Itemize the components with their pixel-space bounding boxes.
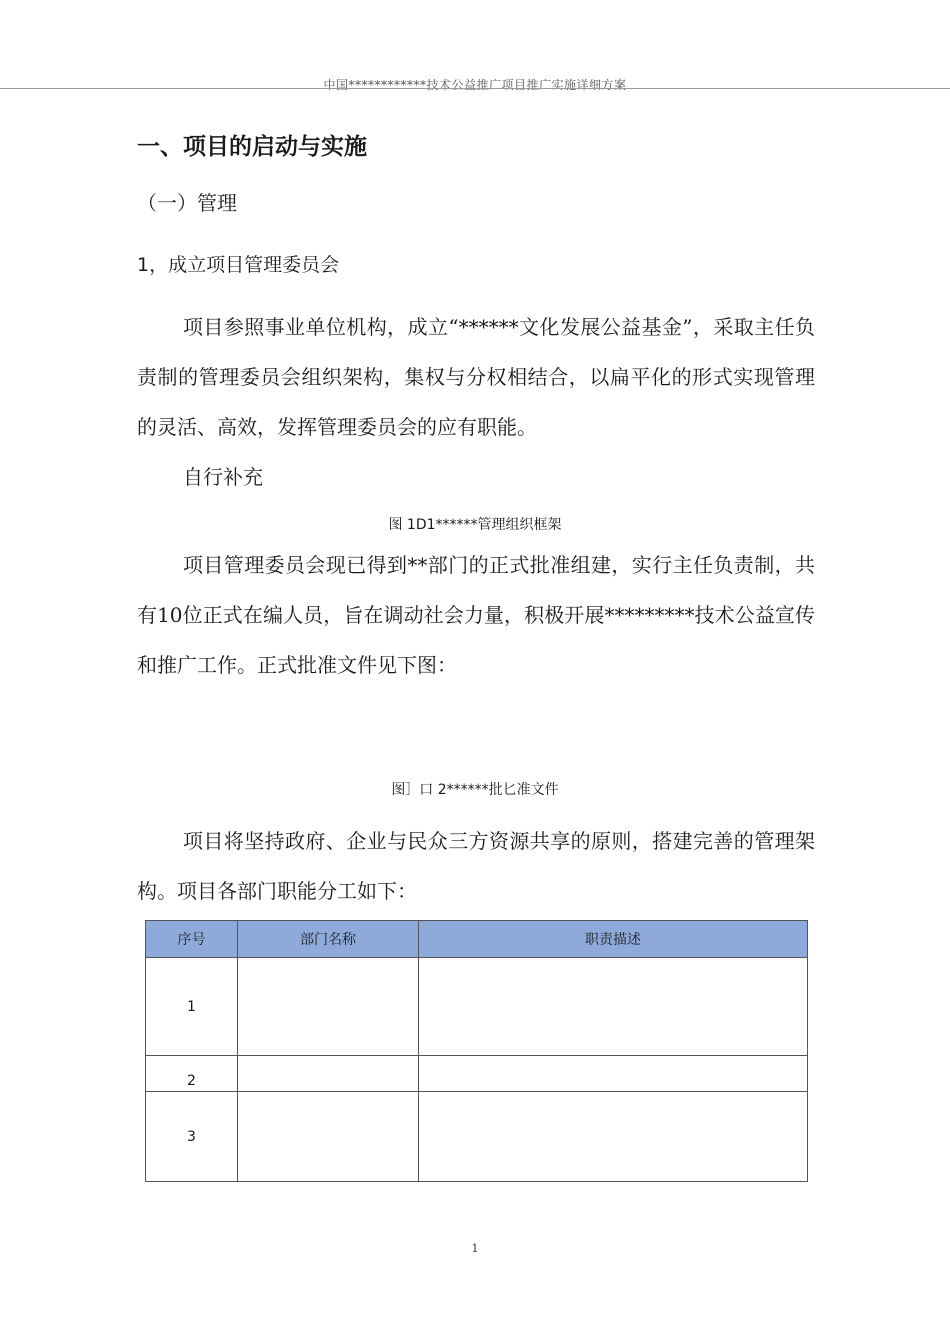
header-cell-department: 部门名称 bbox=[238, 921, 419, 958]
header-cell-description: 职责描述 bbox=[419, 921, 808, 958]
item-heading: 1，成立项目管理委员会 bbox=[137, 254, 340, 276]
figure-caption-1: 图 1D1******管理组织框架 bbox=[388, 517, 562, 533]
paragraph-organization: 项目参照事业单位机构，成立“******文化发展公益基金”，采取主任负责制的管理委员会组织架构，集权与分权相结合，以扁平化的形式实现管理的灵活、高效，发挥管理委员会的应有职能。 bbox=[137, 315, 815, 439]
page-header: 中国************技术公益推广项目推广实施详细方案 bbox=[323, 78, 627, 92]
table-row bbox=[146, 1092, 808, 1182]
subsection-heading: （一）管理 bbox=[137, 191, 237, 215]
cell-department bbox=[238, 1056, 419, 1092]
cell-number-text: 2 bbox=[187, 1073, 196, 1089]
table-header-row bbox=[146, 921, 808, 958]
header-divider bbox=[0, 88, 950, 89]
department-duty-table bbox=[145, 920, 808, 1182]
section-heading: 一、项目的启动与实施 bbox=[137, 134, 367, 160]
paragraph-approval: 项目管理委员会现已得到**部门的正式批准组建，实行主任负责制，共有10位正式在编人员，旨在调动社会力量，积极开展*********技术公益宣传和推广工作。正式批准文件见下图： bbox=[137, 553, 815, 677]
cell-description bbox=[419, 1056, 808, 1092]
page-number: 1 bbox=[471, 1242, 479, 1255]
cell-number: 3 bbox=[146, 1092, 238, 1182]
table-row bbox=[146, 1056, 808, 1092]
cell-department bbox=[238, 958, 419, 1056]
figure-caption-2: 图］口 2******批匕准文件 bbox=[391, 782, 559, 798]
cell-description bbox=[419, 1092, 808, 1182]
paragraph-supplement: 自行补充 bbox=[183, 465, 263, 489]
header-cell-number: 序号 bbox=[146, 921, 238, 958]
cell-department bbox=[238, 1092, 419, 1182]
cell-description bbox=[419, 958, 808, 1056]
paragraph-departments: 项目将坚持政府、企业与民众三方资源共享的原则，搭建完善的管理架构。项目各部门职能分工如下： bbox=[137, 829, 815, 903]
cell-number: 1 bbox=[146, 958, 238, 1056]
cell-number bbox=[146, 1056, 238, 1092]
table-row bbox=[146, 958, 808, 1056]
